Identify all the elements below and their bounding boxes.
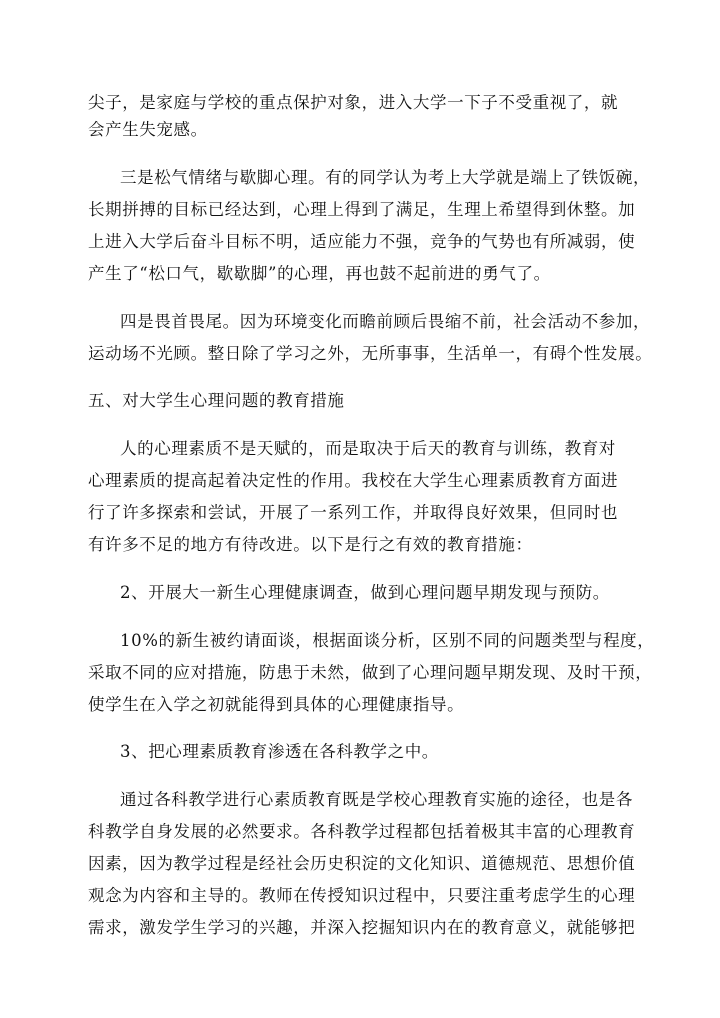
text-line-21: 因素，因为教学过程是经社会历史积淀的文化知识、道德规范、思想价值 — [88, 854, 636, 873]
text-line-7: 四是畏首畏尾。因为环境变化而瞻前顾后畏缩不前，社会活动不参加， — [120, 312, 651, 331]
section-heading: 五、对大学生心理问题的教育措施 — [88, 391, 345, 410]
text-line-20: 科教学自身发展的必然要求。各科教学过程都包括着极其丰富的心理教育 — [88, 822, 636, 841]
text-line-3: 三是松气情绪与歇脚心理。有的同学认为考上大学就是端上了铁饭碗， — [120, 168, 651, 187]
text-line-4: 长期拼搏的目标已经达到，心理上得到了满足，生理上希望得到休整。加 — [88, 200, 636, 219]
text-line-1: 尖子，是家庭与学校的重点保护对象，进入大学一下子不受重视了，就 — [88, 93, 619, 112]
text-line-11: 心理素质的提高起着决定性的作用。我校在大学生心理素质教育方面进 — [88, 471, 619, 490]
text-line-13: 有许多不足的地方有待改进。以下是行之有效的教育措施： — [88, 535, 533, 554]
text-line-15: 10%的新生被约请面谈，根据面谈分析，区别不同的问题类型与程度， — [120, 631, 655, 650]
list-item-3-heading: 3、把心理素质教育渗透在各科教学之中。 — [120, 742, 439, 761]
text-line-8: 运动场不光顾。整日除了学习之外，无所事事，生活单一，有碍个性发展。 — [88, 344, 653, 363]
text-line-12: 行了许多探索和尝试，开展了一系列工作，并取得良好效果，但同时也 — [88, 503, 619, 522]
text-line-16: 采取不同的应对措施，防患于未然，做到了心理问题早期发现、及时干预， — [88, 663, 653, 682]
text-line-6: 产生了“松口气，歇歇脚”的心理，再也鼓不起前进的勇气了。 — [88, 264, 551, 283]
text-line-23: 需求，激发学生学习的兴趣，并深入挖掘知识内在的教育意义，就能够把 — [88, 918, 636, 937]
list-item-2-heading: 2、开展大一新生心理健康调查，做到心理问题早期发现与预防。 — [120, 583, 610, 602]
text-line-10: 人的心理素质不是天赋的，而是取决于后天的教育与训练，教育对 — [120, 439, 616, 458]
text-line-2: 会产生失宠感。 — [88, 120, 208, 139]
text-line-17: 使学生在入学之初就能得到具体的心理健康指导。 — [88, 695, 465, 714]
text-line-22: 观念为内容和主导的。教师在传授知识过程中，只要注重考虑学生的心理 — [88, 886, 636, 905]
text-line-19: 通过各科教学进行心素质教育既是学校心理教育实施的途径，也是各 — [120, 790, 633, 809]
text-line-5: 上进入大学后奋斗目标不明，适应能力不强，竞争的气势也有所减弱，使 — [88, 232, 636, 251]
